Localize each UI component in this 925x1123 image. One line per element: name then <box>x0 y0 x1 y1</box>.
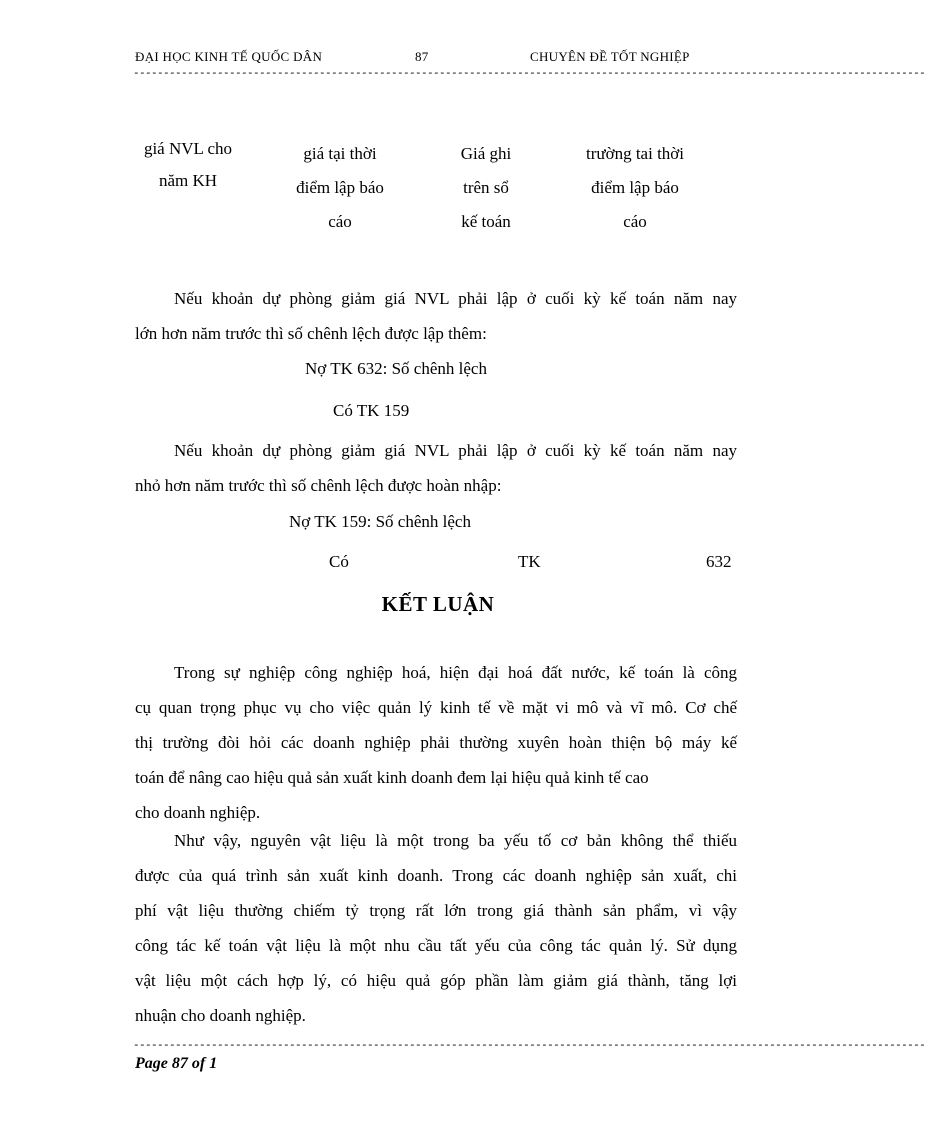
formula-col-3-line: Giá ghi <box>460 144 512 163</box>
paragraph-line: lớn hơn năm trước thì số chênh lệch được lập thêm: <box>135 324 487 343</box>
header-thesis-title: CHUYÊN ĐỀ TỐT NGHIỆP <box>530 49 690 64</box>
entry-1-debit: Nợ TK 632: Số chênh lệch <box>305 359 487 378</box>
paragraph-line: phí vật liệu thường chiếm tỷ trọng rất lớn trong giá thành sản phẩm, vì vậy <box>135 901 737 920</box>
footer-divider: ------------------------------------------------------------------------------------------------------------------------------------ <box>133 1040 925 1052</box>
paragraph-line: thị trường đòi hỏi các doanh nghiệp phải thường xuyên hoàn thiện bộ máy kế <box>135 733 737 752</box>
paragraph-line: cho doanh nghiệp. <box>135 803 261 822</box>
conclusion-title: KẾT LUẬN <box>381 592 495 616</box>
formula-col-1 <box>118 133 258 197</box>
paragraph-line: toán để nâng cao hiệu quả sản xuất kinh doanh đem lại hiệu quả kinh tế cao <box>135 768 649 787</box>
paragraph-line: cụ quan trọng phục vụ cho việc quản lý kinh tế về mặt vi mô và vĩ mô. Cơ chế <box>135 698 737 717</box>
formula-col-3-line: kế toán <box>461 212 511 231</box>
formula-col-3-line: trên sổ <box>463 178 509 197</box>
paragraph-line: Như vậy, nguyên vật liệu là một trong ba yếu tố cơ bản không thể thiếu <box>174 831 737 850</box>
paragraph-line: nhỏ hơn năm trước thì số chênh lệch được hoàn nhập: <box>135 476 502 495</box>
conclusion-paragraph-2 <box>135 823 737 1033</box>
formula-col-4-line: trường tai thời <box>585 144 684 163</box>
paragraph-line: nhuận cho doanh nghiệp. <box>135 1006 306 1025</box>
paragraph-line: Nếu khoản dự phòng giảm giá NVL phải lập ở cuối kỳ kế toán năm nay <box>174 441 737 460</box>
formula-col-4 <box>560 137 710 239</box>
provision-increase-paragraph <box>135 281 737 351</box>
formula-col-2-line: giá tại thời <box>303 144 377 163</box>
header-divider: ------------------------------------------------------------------------------------------------------------------------------------ <box>133 68 925 80</box>
paragraph-line: Trong sự nghiệp công nghiệp hoá, hiện đại hoá đất nước, kế toán là công <box>174 663 737 682</box>
formula-col-1-line: giá NVL cho <box>143 139 233 158</box>
paragraph-line: vật liệu một cách hợp lý, có hiệu quả góp phần làm giảm giá thành, tăng lợi <box>135 971 737 990</box>
formula-col-2-line: cáo <box>328 212 352 231</box>
entry-2-credit-number: 632 <box>706 552 732 571</box>
entry-2-credit-label: Có <box>329 552 349 571</box>
entry-1-credit: Có TK 159 <box>333 401 410 420</box>
paragraph-line: Nếu khoản dự phòng giảm giá NVL phải lập ở cuối kỳ kế toán năm nay <box>174 289 737 308</box>
paragraph-line: công tác kế toán vật liệu là một nhu cầu tất yếu của công tác quản lý. Sử dụng <box>135 936 737 955</box>
provision-decrease-paragraph <box>135 433 737 503</box>
entry-2-credit-account: TK <box>518 552 541 571</box>
paragraph-line: được của quá trình sản xuất kinh doanh. Trong các doanh nghiệp sản xuất, chi <box>135 866 737 885</box>
header-page-number: 87 <box>415 49 429 64</box>
formula-col-2 <box>270 137 410 239</box>
formula-col-1-line: năm KH <box>158 171 218 190</box>
formula-col-2-line: điểm lập báo <box>296 178 384 197</box>
formula-col-4-line: điểm lập báo <box>591 178 679 197</box>
header-university: ĐẠI HỌC KINH TẾ QUỐC DÂN <box>135 49 323 64</box>
formula-col-4-line: cáo <box>623 212 647 231</box>
footer-page-label: Page 87 of 1 <box>135 1055 218 1072</box>
conclusion-paragraph-1 <box>135 655 737 830</box>
formula-col-3 <box>426 137 546 239</box>
entry-2-debit: Nợ TK 159: Số chênh lệch <box>289 512 471 531</box>
